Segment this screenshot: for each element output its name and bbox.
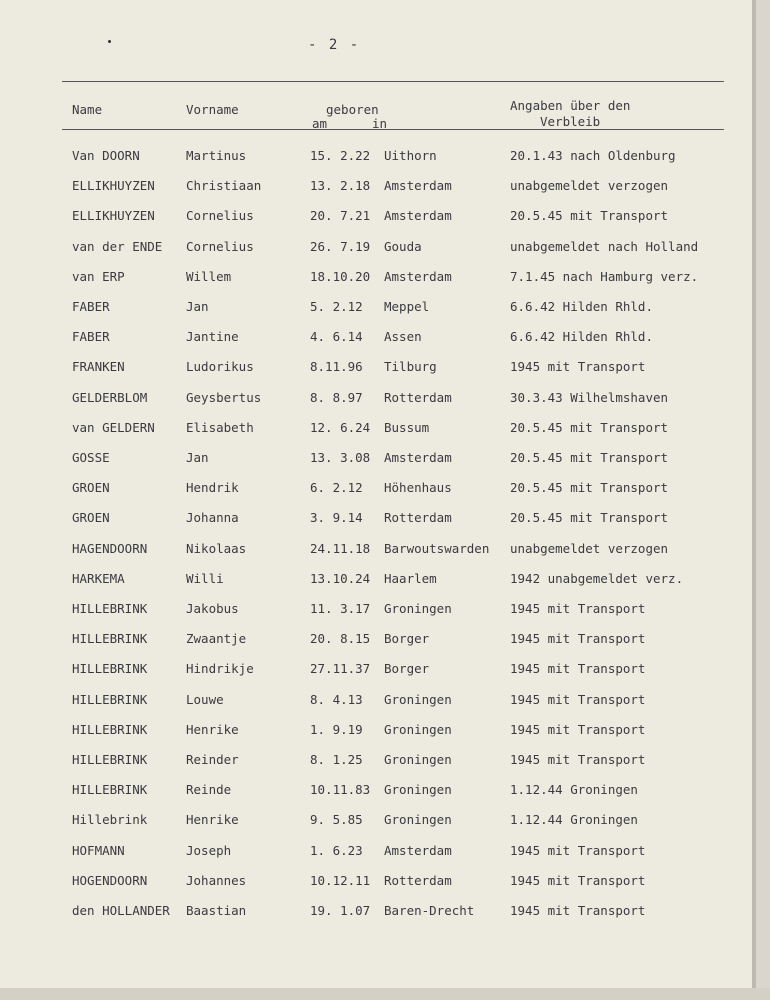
table-row — [0, 571, 752, 589]
cell-place: Uithorn — [384, 148, 437, 163]
table-row — [0, 873, 752, 891]
cell-vorname: Joseph — [186, 843, 232, 858]
cell-verbleib: 6.6.42 Hilden Rhld. — [510, 299, 653, 314]
scan-margin — [0, 988, 770, 1000]
cell-date: 9. 5.85 — [310, 812, 363, 827]
table-row — [0, 782, 752, 800]
cell-verbleib: 20.5.45 mit Transport — [510, 450, 669, 465]
cell-date: 10.11.83 — [310, 782, 371, 797]
cell-name: HILLEBRINK — [72, 661, 148, 676]
cell-name: HOFMANN — [72, 843, 125, 858]
cell-place: Amsterdam — [384, 450, 452, 465]
cell-verbleib: 1945 mit Transport — [510, 752, 646, 767]
cell-vorname: Louwe — [186, 692, 224, 707]
header-in: in — [372, 116, 388, 131]
cell-verbleib: 1945 mit Transport — [510, 903, 646, 918]
table-row — [0, 631, 752, 649]
cell-date: 13.10.24 — [310, 571, 371, 586]
cell-verbleib: unabgemeldet verzogen — [510, 178, 669, 193]
cell-verbleib: 1945 mit Transport — [510, 601, 646, 616]
cell-vorname: Reinde — [186, 782, 232, 797]
cell-verbleib: 1945 mit Transport — [510, 692, 646, 707]
table-row — [0, 661, 752, 679]
cell-place: Rotterdam — [384, 873, 452, 888]
table-row — [0, 148, 752, 166]
header-name: Name — [72, 102, 103, 117]
cell-place: Borger — [384, 661, 430, 676]
cell-place: Meppel — [384, 299, 430, 314]
cell-name: GELDERBLOM — [72, 390, 148, 405]
cell-name: van ERP — [72, 269, 125, 284]
cell-date: 8. 1.25 — [310, 752, 363, 767]
cell-verbleib: 1945 mit Transport — [510, 722, 646, 737]
cell-date: 13. 3.08 — [310, 450, 371, 465]
table-row — [0, 329, 752, 347]
table-row — [0, 359, 752, 377]
cell-date: 6. 2.12 — [310, 480, 363, 495]
cell-place: Barwoutswarden — [384, 541, 490, 556]
cell-place: Rotterdam — [384, 510, 452, 525]
cell-place: Haarlem — [384, 571, 437, 586]
table-row — [0, 601, 752, 619]
header-verbleib-line1: Angaben über den — [510, 98, 631, 113]
cell-verbleib: 6.6.42 Hilden Rhld. — [510, 329, 653, 344]
cell-date: 13. 2.18 — [310, 178, 371, 193]
cell-verbleib: 20.5.45 mit Transport — [510, 420, 669, 435]
cell-date: 18.10.20 — [310, 269, 371, 284]
cell-verbleib: 30.3.43 Wilhelmshaven — [510, 390, 669, 405]
cell-place: Rotterdam — [384, 390, 452, 405]
table-row — [0, 208, 752, 226]
cell-date: 8. 4.13 — [310, 692, 363, 707]
cell-vorname: Cornelius — [186, 239, 254, 254]
table-row — [0, 752, 752, 770]
cell-vorname: Reinder — [186, 752, 239, 767]
table-row — [0, 269, 752, 287]
cell-name: HILLEBRINK — [72, 692, 148, 707]
cell-place: Groningen — [384, 692, 452, 707]
cell-date: 4. 6.14 — [310, 329, 363, 344]
cell-vorname: Hindrikje — [186, 661, 254, 676]
cell-date: 10.12.11 — [310, 873, 371, 888]
cell-name: van GELDERN — [72, 420, 155, 435]
cell-date: 26. 7.19 — [310, 239, 371, 254]
page-edge — [752, 0, 756, 1000]
cell-date: 20. 8.15 — [310, 631, 371, 646]
cell-verbleib: 7.1.45 nach Hamburg verz. — [510, 269, 699, 284]
table-row — [0, 843, 752, 861]
cell-date: 15. 2.22 — [310, 148, 371, 163]
header-rule — [62, 81, 724, 82]
column-header-rule — [62, 129, 724, 130]
cell-vorname: Baastian — [186, 903, 247, 918]
cell-verbleib: 1945 mit Transport — [510, 631, 646, 646]
cell-vorname: Jakobus — [186, 601, 239, 616]
cell-place: Amsterdam — [384, 178, 452, 193]
cell-name: HILLEBRINK — [72, 752, 148, 767]
cell-place: Amsterdam — [384, 269, 452, 284]
table-row — [0, 299, 752, 317]
cell-date: 5. 2.12 — [310, 299, 363, 314]
cell-vorname: Christiaan — [186, 178, 262, 193]
cell-place: Gouda — [384, 239, 422, 254]
cell-name: HILLEBRINK — [72, 601, 148, 616]
cell-name: HILLEBRINK — [72, 631, 148, 646]
cell-verbleib: 20.5.45 mit Transport — [510, 510, 669, 525]
cell-date: 3. 9.14 — [310, 510, 363, 525]
cell-name: FRANKEN — [72, 359, 125, 374]
cell-place: Assen — [384, 329, 422, 344]
table-row — [0, 420, 752, 438]
table-row — [0, 390, 752, 408]
header-vorname: Vorname — [186, 102, 239, 117]
cell-vorname: Henrike — [186, 812, 239, 827]
cell-place: Amsterdam — [384, 208, 452, 223]
cell-name: den HOLLANDER — [72, 903, 170, 918]
table-row — [0, 450, 752, 468]
cell-name: HARKEMA — [72, 571, 125, 586]
cell-date: 1. 6.23 — [310, 843, 363, 858]
cell-date: 12. 6.24 — [310, 420, 371, 435]
page-number: - 2 - — [308, 37, 361, 53]
cell-name: FABER — [72, 299, 110, 314]
ink-speck — [108, 40, 111, 43]
table-row — [0, 903, 752, 921]
table-row — [0, 480, 752, 498]
cell-name: HAGENDOORN — [72, 541, 148, 556]
cell-date: 20. 7.21 — [310, 208, 371, 223]
table-row — [0, 812, 752, 830]
cell-date: 27.11.37 — [310, 661, 371, 676]
cell-place: Groningen — [384, 782, 452, 797]
cell-name: van der ENDE — [72, 239, 163, 254]
cell-name: GROEN — [72, 510, 110, 525]
cell-vorname: Willi — [186, 571, 224, 586]
cell-vorname: Johannes — [186, 873, 247, 888]
table-row — [0, 722, 752, 740]
header-am: am — [312, 116, 328, 131]
header-geboren: geboren — [326, 102, 379, 117]
header-verbleib-line2: Verbleib — [540, 114, 601, 129]
cell-verbleib: 1945 mit Transport — [510, 873, 646, 888]
cell-vorname: Martinus — [186, 148, 247, 163]
cell-vorname: Geysbertus — [186, 390, 262, 405]
cell-vorname: Willem — [186, 269, 232, 284]
cell-vorname: Ludorikus — [186, 359, 254, 374]
cell-date: 24.11.18 — [310, 541, 371, 556]
cell-verbleib: 20.1.43 nach Oldenburg — [510, 148, 676, 163]
cell-date: 19. 1.07 — [310, 903, 371, 918]
cell-place: Baren-Drecht — [384, 903, 475, 918]
cell-vorname: Jan — [186, 450, 209, 465]
table-row — [0, 692, 752, 710]
cell-verbleib: 20.5.45 mit Transport — [510, 208, 669, 223]
cell-verbleib: 1.12.44 Groningen — [510, 812, 638, 827]
cell-place: Groningen — [384, 601, 452, 616]
cell-vorname: Jantine — [186, 329, 239, 344]
cell-vorname: Jan — [186, 299, 209, 314]
cell-verbleib: 1945 mit Transport — [510, 661, 646, 676]
cell-name: HILLEBRINK — [72, 722, 148, 737]
cell-verbleib: unabgemeldet verzogen — [510, 541, 669, 556]
cell-name: HILLEBRINK — [72, 782, 148, 797]
cell-verbleib: 1945 mit Transport — [510, 843, 646, 858]
cell-name: Hillebrink — [72, 812, 148, 827]
cell-vorname: Zwaantje — [186, 631, 247, 646]
cell-vorname: Cornelius — [186, 208, 254, 223]
cell-verbleib: 1945 mit Transport — [510, 359, 646, 374]
cell-vorname: Johanna — [186, 510, 239, 525]
cell-name: HOGENDOORN — [72, 873, 148, 888]
cell-place: Borger — [384, 631, 430, 646]
table-row — [0, 510, 752, 528]
cell-date: 1. 9.19 — [310, 722, 363, 737]
table-row — [0, 178, 752, 196]
cell-place: Tilburg — [384, 359, 437, 374]
cell-place: Höhenhaus — [384, 480, 452, 495]
cell-place: Groningen — [384, 722, 452, 737]
cell-name: GOSSE — [72, 450, 110, 465]
cell-vorname: Hendrik — [186, 480, 239, 495]
cell-verbleib: unabgemeldet nach Holland — [510, 239, 699, 254]
cell-verbleib: 20.5.45 mit Transport — [510, 480, 669, 495]
cell-place: Bussum — [384, 420, 430, 435]
cell-vorname: Nikolaas — [186, 541, 247, 556]
cell-name: Van DOORN — [72, 148, 140, 163]
table-row — [0, 239, 752, 257]
table-row — [0, 541, 752, 559]
cell-date: 11. 3.17 — [310, 601, 371, 616]
cell-verbleib: 1.12.44 Groningen — [510, 782, 638, 797]
cell-place: Groningen — [384, 812, 452, 827]
cell-name: FABER — [72, 329, 110, 344]
cell-name: ELLIKHUYZEN — [72, 208, 155, 223]
cell-place: Groningen — [384, 752, 452, 767]
cell-place: Amsterdam — [384, 843, 452, 858]
cell-verbleib: 1942 unabgemeldet verz. — [510, 571, 684, 586]
cell-date: 8. 8.97 — [310, 390, 363, 405]
cell-name: ELLIKHUYZEN — [72, 178, 155, 193]
cell-name: GROEN — [72, 480, 110, 495]
cell-date: 8.11.96 — [310, 359, 363, 374]
cell-vorname: Henrike — [186, 722, 239, 737]
cell-vorname: Elisabeth — [186, 420, 254, 435]
